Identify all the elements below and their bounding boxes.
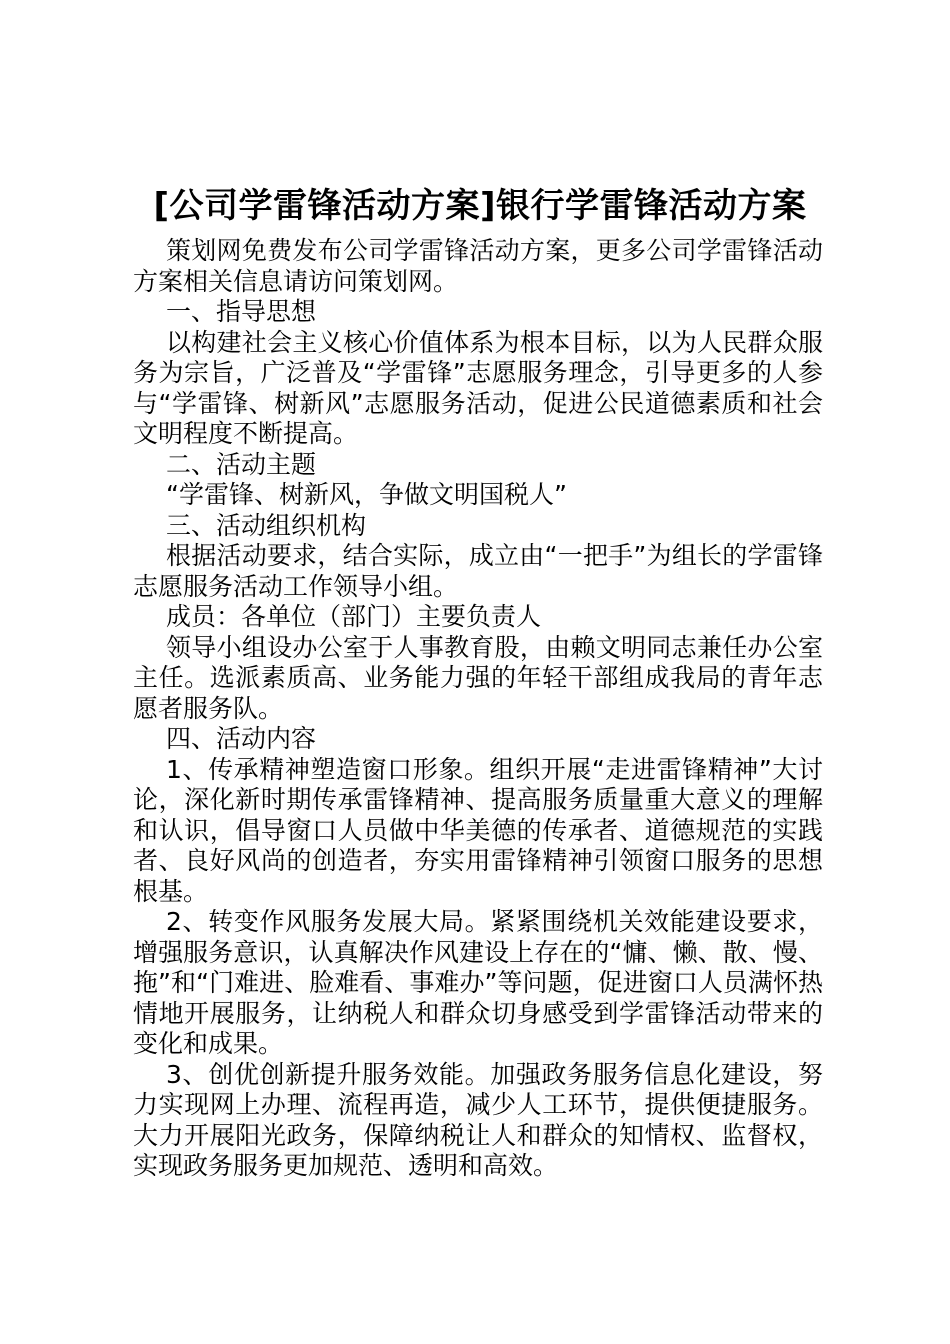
paragraph-members: 成员：各单位（部门）主要负责人 <box>166 602 542 631</box>
heading-guiding-ideology: 一、指导思想 <box>166 297 317 326</box>
paragraph-content-3: 3、创优创新提升服务效能。加强政务服务信息化建设，努力实现网上办理、流程再造，减少人工环节，提供便捷服务。大力开展阳光政务，保障纳税让人和群众的知情权、监督权，实现政务服务更加规范、透明和高效。 <box>133 1059 823 1180</box>
document-title: [公司学雷锋活动方案]银行学雷锋活动方案 <box>153 186 807 226</box>
heading-activity-theme: 二、活动主题 <box>166 449 317 479</box>
paragraph-activity-theme: “学雷锋、树新风，争做文明国税人” <box>166 480 567 509</box>
document-body <box>133 236 823 1182</box>
paragraph-content-1: 1、传承精神塑造窗口形象。组织开展“走进雷锋精神”大讨论，深化新时期传承雷锋精神、提高服务质量重大意义的理解和认识，倡导窗口人员做中华美德的传承者、道德规范的实践者、良好风尚的创造者，夯实用雷锋精神引领窗口服务的思想根基。 <box>133 754 823 906</box>
heading-activity-content: 四、活动内容 <box>166 724 317 753</box>
paragraph-office: 领导小组设办公室于人事教育股，由赖文明同志兼任办公室主任。选派素质高、业务能力强的年轻干部组成我局的青年志愿者服务队。 <box>133 632 823 723</box>
paragraph-content-2: 2、转变作风服务发展大局。紧紧围绕机关效能建设要求，增强服务意识，认真解决作风建设上存在的“慵、懒、散、慢、拖”和“门难进、脸难看、事难办”等问题，促进窗口人员满怀热情地开展服务，让纳税人和群众切身感受到学雷锋活动带来的变化和成果。 <box>133 907 823 1058</box>
paragraph-intro: 策划网免费发布公司学雷锋活动方案，更多公司学雷锋活动方案相关信息请访问策划网。 <box>133 236 823 296</box>
paragraph-guiding-ideology: 以构建社会主义核心价值体系为根本目标，以为人民群众服务为宗旨，广泛普及“学雷锋”志愿服务理念，引导更多的人参与“学雷锋、树新风”志愿服务活动，促进公民道德素质和社会文明程度不断提高。 <box>133 327 823 448</box>
heading-organization: 三、活动组织机构 <box>166 510 367 540</box>
paragraph-organization: 根据活动要求，结合实际，成立由“一把手”为组长的学雷锋志愿服务活动工作领导小组。 <box>133 541 823 601</box>
